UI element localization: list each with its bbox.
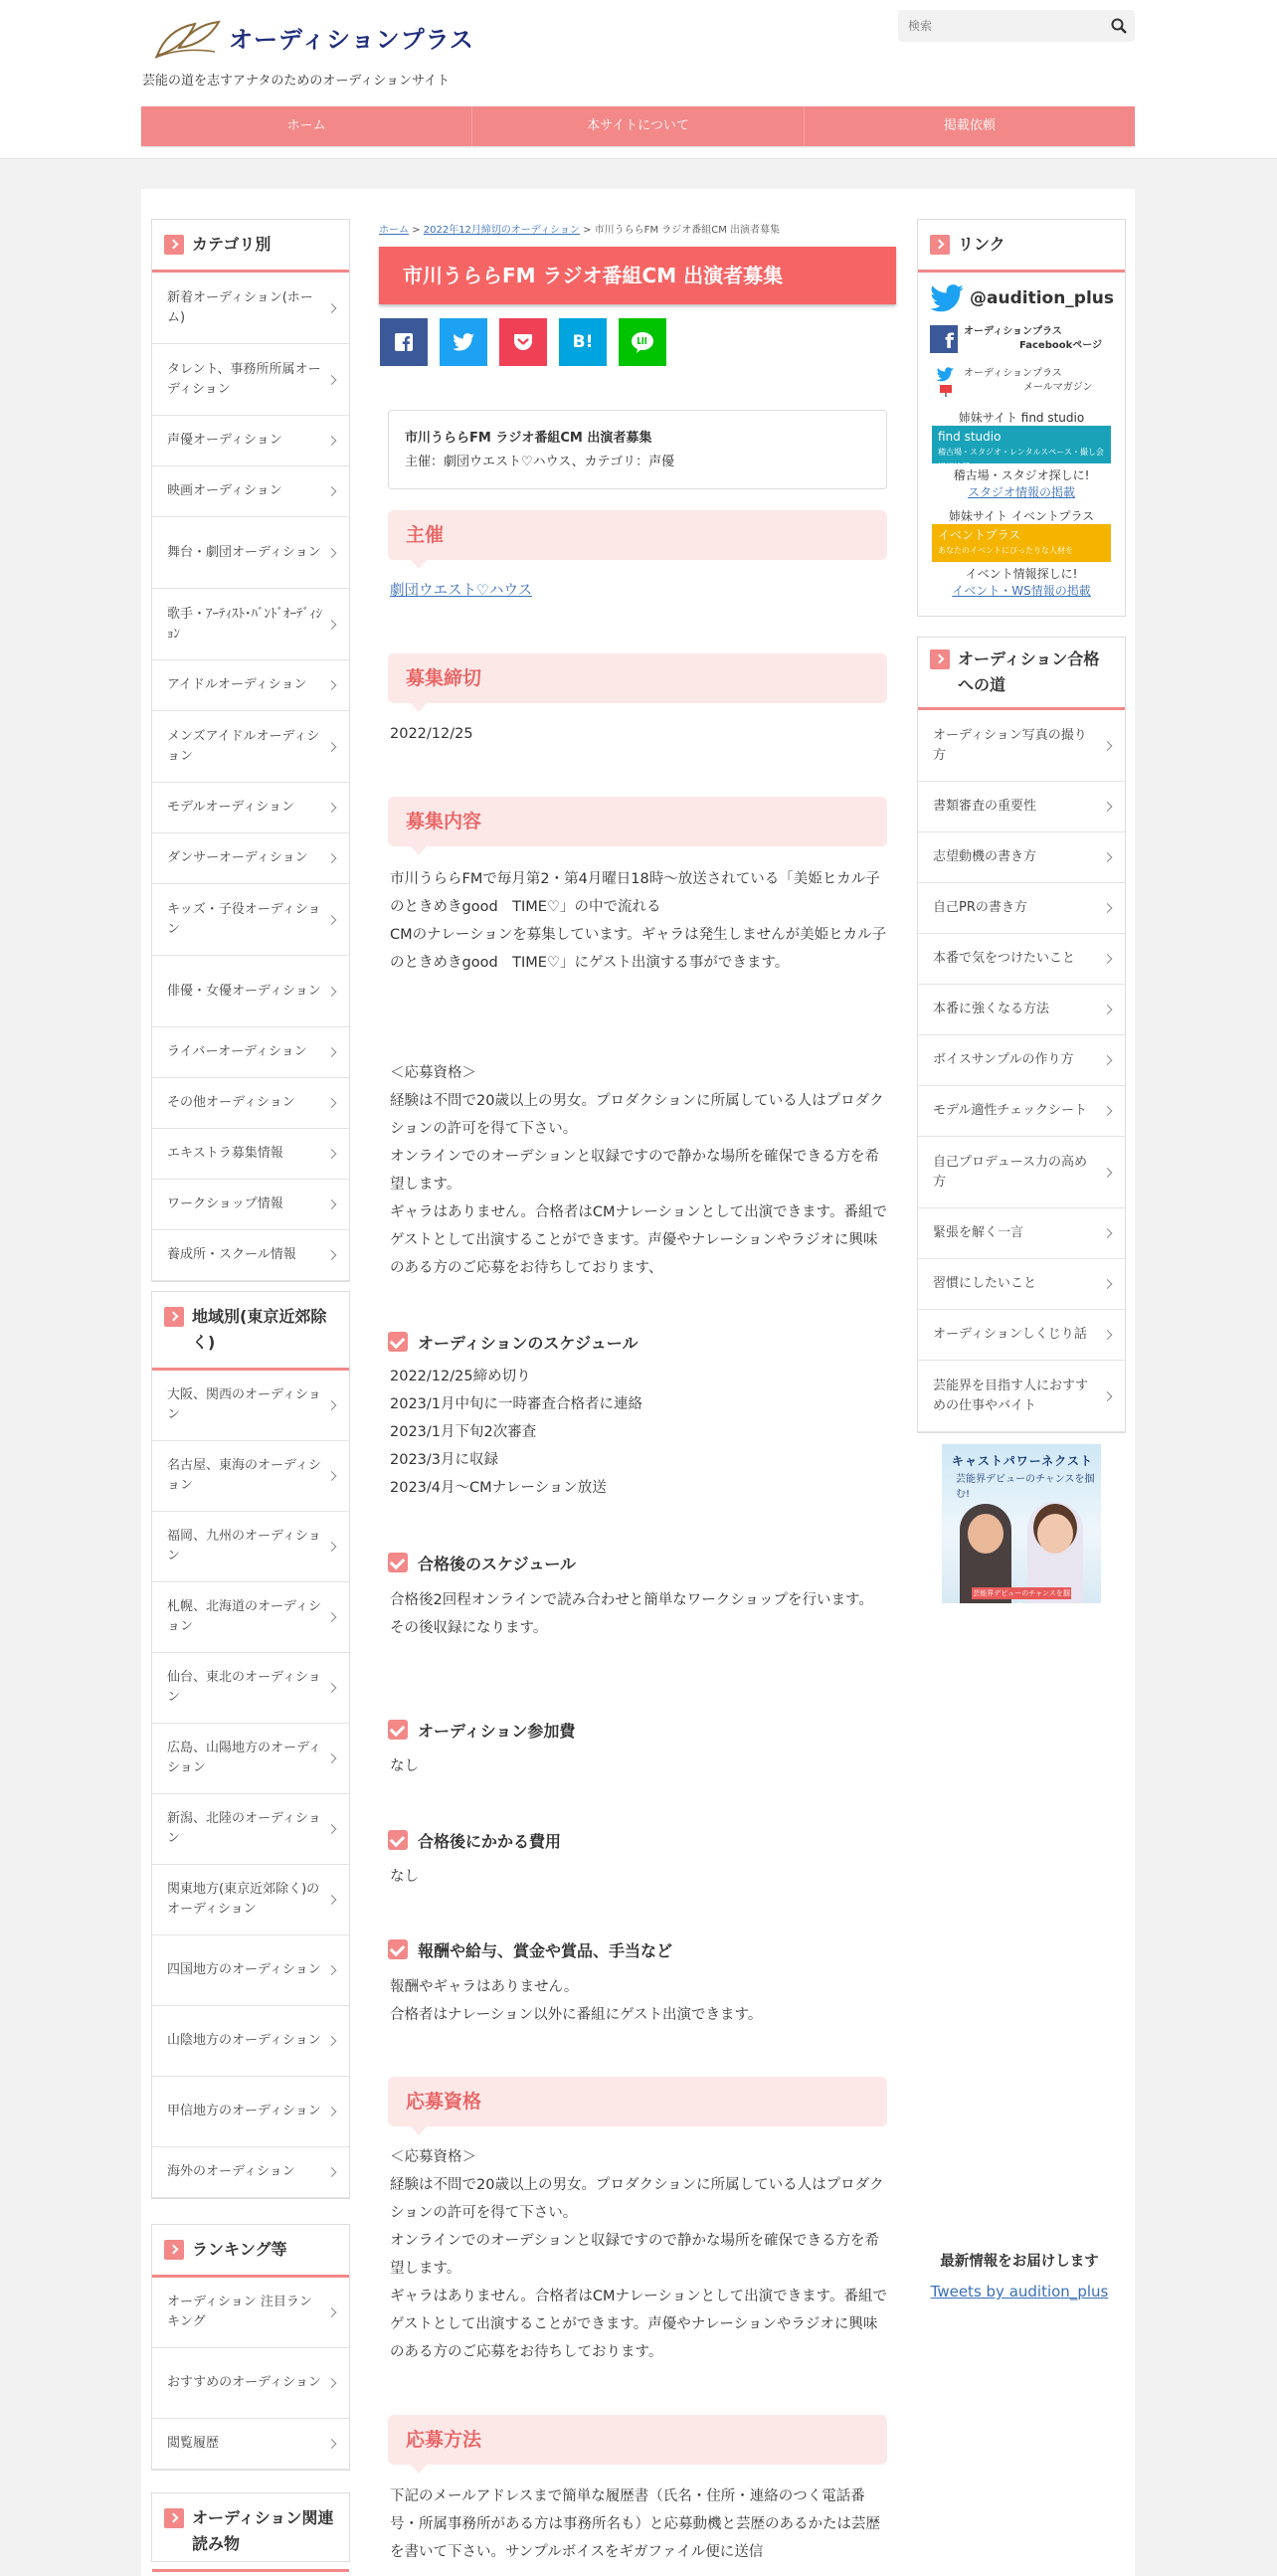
sidebar-item[interactable]: ライバーオーディション <box>152 1027 349 1078</box>
text-line: その後収録になります。 <box>390 1620 548 1636</box>
share-twitter-button[interactable] <box>440 318 487 366</box>
chevron-right-icon <box>930 649 950 669</box>
logo-text: オーディションプラス <box>229 26 474 54</box>
news-widget <box>920 2250 1119 2300</box>
text-line: オンラインでのオーデションと収録ですので静かな場所を確保できる方を希望します。 <box>390 2233 879 2277</box>
summary-meta: 主催：劇団ウエスト♡ハウス、カテゴリ：声優 <box>405 455 675 469</box>
banner-footer: 芸能界デビューのチャンスを掴む <box>973 1589 1070 1609</box>
text-line: ＜応募資格＞ <box>390 2149 476 2165</box>
sidebar-item[interactable]: 四国地方のオーディション <box>152 1935 349 2006</box>
text-line: 経験は不問で20歳以上の男女。プロダクションに所属している人はプロダクションの許可を得て下さい。 <box>390 1093 884 1137</box>
category-list <box>152 273 349 1281</box>
text-line: ギャラはありません。合格者はCMナレーションとして出演できます。番組でゲストとして出演することができます。声優やナレーションやラジオに興味のある方のご応募をお待ちしております。 <box>390 2289 887 2360</box>
sidebar-item[interactable]: ボイスサンプルの作り方 <box>918 1035 1125 1086</box>
sidebar-item[interactable]: キッズ・子役オーディション <box>152 884 349 956</box>
breadcrumb-category[interactable]: 2022年12月締切のオーディション <box>423 225 580 236</box>
event-info-link[interactable]: イベント・WS情報の掲載 <box>952 584 1091 598</box>
chevron-right-icon <box>930 235 950 255</box>
heading-cost: 合格後にかかる費用 <box>388 1827 887 1853</box>
sidebar-item[interactable]: 芸能界を目指す人におすすめの仕事やバイト <box>918 1361 1125 1432</box>
facebook-page-link[interactable]: f オーディションプラス Facebookページ <box>930 322 1113 356</box>
sidebar-item[interactable]: その他オーディション <box>152 1078 349 1129</box>
widget-title: オーディション関連読み物 <box>152 2493 349 2572</box>
nav-about[interactable]: 本サイトについて <box>472 106 804 146</box>
twitter-icon <box>453 333 474 351</box>
widget-title: 地域別(東京近郊除く) <box>152 1292 349 1371</box>
sidebar-item[interactable]: オーディションしくじり話 <box>918 1310 1125 1361</box>
search-icon[interactable] <box>1111 18 1127 34</box>
heading-organizer: 主催 <box>388 510 887 560</box>
sister-site-label: 姉妹サイト イベントプラス <box>948 509 1095 523</box>
sidebar-item[interactable]: メンズアイドルオーディション <box>152 711 349 783</box>
organizer-link[interactable]: 劇団ウエスト♡ハウス <box>390 583 533 599</box>
sister-site-label: 姉妹サイト find studio <box>958 411 1085 425</box>
road-widget <box>917 637 1126 1433</box>
heading-pay: 報酬や給与、賞金や賞品、手当など <box>388 1936 887 1962</box>
facebook-icon: f <box>930 325 958 353</box>
content-paragraph: CMのナレーションを募集しています。ギャラは発生しませんが美姫ヒカル子のときめきgood TIME♡」にゲスト出演する事ができます。 <box>390 927 887 971</box>
heading-method: 応募方法 <box>388 2415 887 2465</box>
sidebar-item[interactable]: 名古屋、東海のオーディション <box>152 1441 349 1512</box>
text-line: 合格後2回程オンラインで読み合わせと簡単なワークショップを行います。 <box>390 1592 873 1608</box>
requirements-text <box>390 1059 887 1282</box>
sidebar-item[interactable]: エキストラ募集情報 <box>152 1129 349 1180</box>
share-facebook-button[interactable] <box>380 318 428 366</box>
category-widget <box>151 219 350 1282</box>
share-hatena-button[interactable] <box>559 318 607 366</box>
logo-leaf-icon <box>149 12 227 62</box>
tweets-link[interactable]: Tweets by audition_plus <box>930 2283 1109 2300</box>
chevron-right-icon <box>164 2240 184 2260</box>
banner-title: キャストパワーネクスト <box>952 1454 1094 1468</box>
heading-after-schedule: 合格後のスケジュール <box>388 1550 887 1575</box>
widget-title: リンク <box>918 220 1125 273</box>
sidebar-item[interactable]: 札幌、北海道のオーディション <box>152 1582 349 1653</box>
text-line: 合格者はナレーション以外に番組にゲスト出演できます。 <box>390 2007 763 2023</box>
sidebar-item[interactable]: 新潟、北陸のオーディション <box>152 1794 349 1865</box>
check-icon <box>388 1830 408 1850</box>
sidebar-item[interactable]: 本番に強くなる方法 <box>918 985 1125 1035</box>
sidebar-item[interactable]: おすすめのオーディション <box>152 2348 349 2419</box>
sidebar-item[interactable]: ダンサーオーディション <box>152 833 349 884</box>
fee-text: なし <box>390 1758 419 1774</box>
deadline-text: 2022/12/25 <box>390 726 473 742</box>
sidebar-item[interactable]: アイドルオーディション <box>152 660 349 711</box>
chevron-right-icon <box>164 2508 184 2528</box>
content-paragraph: 市川うららFMで毎月第2・第4月曜日18時～放送されている「美姫ヒカル子のときめきgood TIME♡」の中で流れる <box>390 871 880 915</box>
content-text <box>390 865 887 977</box>
nav-home[interactable]: ホーム <box>141 106 472 146</box>
nav-request[interactable]: 掲載依頼 <box>943 118 996 133</box>
ranking-list <box>152 2278 349 2470</box>
sister-site-desc: 稽古場・スタジオ探しに! <box>953 468 1090 482</box>
ranking-widget <box>151 2224 350 2471</box>
sidebar-item[interactable]: 映画オーディション <box>152 466 349 517</box>
twitter-link[interactable] <box>930 282 1113 314</box>
search-box <box>898 10 1135 42</box>
site-logo[interactable] <box>149 12 474 62</box>
sidebar-item[interactable]: 広島、山陽地方のオーディション <box>152 1724 349 1794</box>
article-summary-box <box>388 410 887 489</box>
find-studio-banner[interactable]: find studio 稽古場・スタジオ・レンタルスペース・撮し会場探検所 <box>932 426 1111 463</box>
heading-fee: オーディション参加費 <box>388 1717 887 1743</box>
related-widget <box>151 2492 350 2562</box>
sidebar-item[interactable]: 舞台・劇団オーディション <box>152 517 349 589</box>
sidebar-item[interactable]: 関東地方(東京近郊除く)のオーディション <box>152 1865 349 1935</box>
event-plus-banner[interactable]: イベントプラス あなたのイベントにぴったりな人材を <box>932 524 1111 562</box>
heading-schedule: オーディションのスケジュール <box>388 1329 887 1355</box>
text-line: 報酬やギャラはありません。 <box>390 1979 579 1995</box>
sidebar-item[interactable]: 習慣にしたいこと <box>918 1259 1125 1310</box>
sidebar-item[interactable]: 海外のオーディション <box>152 2147 349 2198</box>
chevron-right-icon <box>164 235 184 255</box>
text-line: 2022/12/25締め切り <box>390 1369 531 1384</box>
studio-info-link[interactable]: スタジオ情報の掲載 <box>967 485 1075 499</box>
check-icon <box>388 1553 408 1572</box>
method-text: 下記のメールアドレスまで簡単な履歴書（氏名・住所・連絡のつく電話番号・所属事務所がある方は事務所名も）と応募動機と芸歴のあるかたは芸歴を書いて下さい。サンプルボイスをギガファイル便に送信 <box>390 2488 880 2560</box>
text-line: ＜応募資格＞ <box>390 1065 476 1081</box>
news-title: 最新情報をお届けします <box>940 2254 1099 2270</box>
sidebar-item[interactable]: 自己プロデュース力の高め方 <box>918 1137 1125 1208</box>
mail-magazine-link[interactable]: オーディションプラス メールマガジン <box>930 362 1113 400</box>
twitter-bird-icon <box>930 284 964 312</box>
qualification-text <box>390 2143 887 2366</box>
line-icon <box>631 331 654 353</box>
sidebar-item[interactable]: 本番で気をつけたいこと <box>918 934 1125 985</box>
schedule-text <box>390 1363 887 1502</box>
site-tagline: 芸能の道を志すアナタのためのオーディションサイト <box>142 74 451 89</box>
share-line-button[interactable] <box>619 318 666 366</box>
castpower-banner[interactable] <box>942 1444 1101 1609</box>
page-title: 市川うららFM ラジオ番組CM 出演者募集 <box>379 247 896 304</box>
global-nav <box>141 106 1135 146</box>
road-list <box>918 710 1125 1432</box>
mail-magazine-icon <box>930 365 958 397</box>
check-icon <box>388 1720 408 1740</box>
share-pocket-button[interactable] <box>499 318 547 366</box>
cost-text: なし <box>390 1869 419 1885</box>
widget-title: ランキング等 <box>152 2225 349 2278</box>
breadcrumb-home[interactable]: ホーム <box>379 225 409 236</box>
sidebar-item[interactable]: モデル適性チェックシート <box>918 1086 1125 1137</box>
text-line: 2023/1月中旬に一時審査合格者に連絡 <box>390 1396 643 1412</box>
heading-qualification: 応募資格 <box>388 2077 887 2126</box>
sidebar-item[interactable]: 仙台、東北のオーディション <box>152 1653 349 1724</box>
text-line: 2023/3月に収録 <box>390 1452 499 1468</box>
twitter-handle: @audition_plus <box>970 288 1115 308</box>
sidebar-item[interactable]: 自己PRの書き方 <box>918 883 1125 934</box>
text-line: オンラインでのオーデションと収録ですので静かな場所を確保できる方を希望します。 <box>390 1149 879 1193</box>
share-buttons <box>380 318 666 366</box>
text-line: 2023/1月下旬2次審査 <box>390 1424 537 1440</box>
chevron-right-icon <box>164 1307 184 1327</box>
sidebar-item[interactable]: オーディション写真の撮り方 <box>918 710 1125 782</box>
sidebar-item[interactable]: 新着オーディション(ホーム) <box>152 273 349 344</box>
breadcrumb <box>379 221 780 236</box>
banner-subtitle: 芸能界デビューのチャンスを掴む! <box>956 1474 1095 1500</box>
region-list <box>152 1371 349 2198</box>
region-widget <box>151 1291 350 2199</box>
widget-title: カテゴリ別 <box>152 220 349 273</box>
text-line: 経験は不問で20歳以上の男女。プロダクションに所属している人はプロダクションの許可を得て下さい。 <box>390 2177 884 2221</box>
sidebar-item[interactable]: 養成所・スクール情報 <box>152 1230 349 1281</box>
hatena-icon: B! <box>572 332 594 352</box>
links-widget <box>917 219 1126 617</box>
text-line: ギャラはありません。合格者はCMナレーションとして出演できます。番組でゲストとして出演することができます。声優やナレーションやラジオに興味のある方のご応募をお待ちしております、 <box>390 1204 887 1276</box>
sidebar-item[interactable]: モデルオーディション <box>152 783 349 833</box>
sidebar-item[interactable]: 歌手・ｱｰﾃｨｽﾄ･ﾊﾞﾝﾄﾞｵｰﾃﾞｨｼｮﾝ <box>152 589 349 660</box>
sidebar-item[interactable]: 福岡、九州のオーディション <box>152 1512 349 1582</box>
links-body <box>918 273 1125 609</box>
organizer-text <box>390 577 887 605</box>
sidebar-item[interactable]: 緊張を解く一言 <box>918 1208 1125 1259</box>
site-header <box>0 0 1277 159</box>
check-icon <box>388 1939 408 1959</box>
widget-title: オーディション合格への道 <box>918 638 1125 710</box>
sidebar-item[interactable]: 山陰地方のオーディション <box>152 2006 349 2077</box>
sidebar-item[interactable]: 書類審査の重要性 <box>918 782 1125 832</box>
sidebar-item[interactable]: タレント、事務所所属オーディション <box>152 344 349 416</box>
heading-deadline: 募集締切 <box>388 653 887 703</box>
breadcrumb-current: 市川うららFM ラジオ番組CM 出演者募集 <box>594 225 781 236</box>
sister-site-desc: イベント情報探しに! <box>965 567 1078 581</box>
sidebar-item[interactable]: 声優オーディション <box>152 416 349 466</box>
summary-title: 市川うららFM ラジオ番組CM 出演者募集 <box>405 431 652 446</box>
check-icon <box>388 1332 408 1352</box>
breadcrumb-sep: > <box>409 225 424 236</box>
sidebar-item[interactable]: 閲覧履歴 <box>152 2419 349 2470</box>
search-input[interactable] <box>898 10 1097 42</box>
sidebar-item[interactable]: 大阪、関西のオーディション <box>152 1371 349 1441</box>
text-line: 2023/4月～CMナレーション放送 <box>390 1480 607 1496</box>
pay-text <box>390 1973 887 2029</box>
sidebar-item[interactable]: 俳優・女優オーディション <box>152 956 349 1027</box>
after-schedule-text <box>390 1586 887 1642</box>
sidebar-item[interactable]: オーディション 注目ランキング <box>152 2278 349 2348</box>
sidebar-item[interactable]: 志望動機の書き方 <box>918 832 1125 883</box>
sidebar-item[interactable]: ワークショップ情報 <box>152 1180 349 1230</box>
pocket-icon <box>513 333 533 351</box>
facebook-icon <box>394 332 414 352</box>
heading-content: 募集内容 <box>388 797 887 846</box>
sidebar-item[interactable]: 甲信地方のオーディション <box>152 2077 349 2147</box>
breadcrumb-sep: > <box>579 225 595 236</box>
